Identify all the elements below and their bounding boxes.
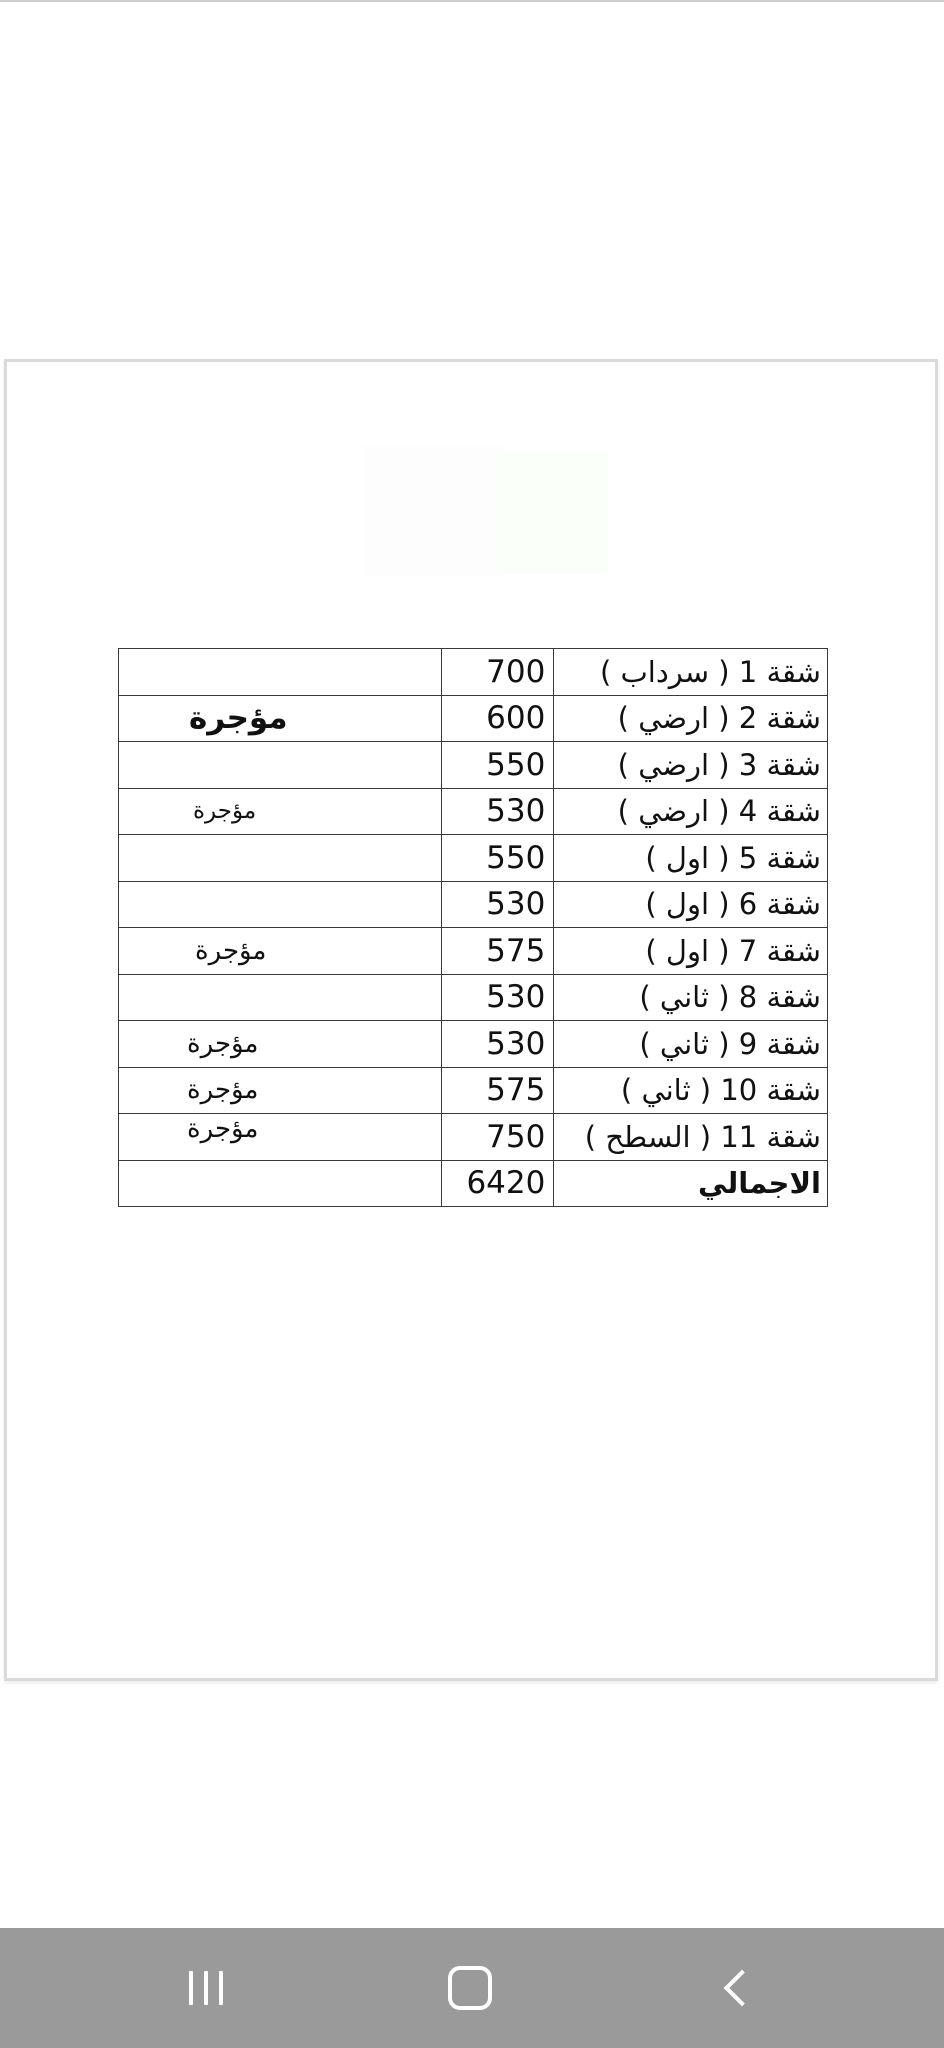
top-divider: [0, 0, 944, 2]
apartment-label: شقة 5 ( اول ): [554, 835, 828, 882]
table-row: [119, 1021, 828, 1068]
rent-value: 750: [442, 1114, 554, 1161]
table-row: [119, 928, 828, 975]
rent-value: 700: [442, 649, 554, 696]
rent-value: 575: [442, 928, 554, 975]
back-icon: [724, 1970, 761, 2007]
rent-value: 575: [442, 1067, 554, 1114]
rent-value: 600: [442, 695, 554, 742]
table-row: [119, 649, 828, 696]
table-row: [119, 742, 828, 789]
rent-value: 530: [442, 881, 554, 928]
status-text: مؤجرة: [169, 700, 288, 736]
table-row: [119, 881, 828, 928]
apartment-label: شقة 1 ( سرداب ): [554, 649, 828, 696]
apartment-label: شقة 11 ( السطح ): [554, 1114, 828, 1161]
apartment-label: شقة 10 ( ثاني ): [554, 1067, 828, 1114]
apartment-label: شقة 4 ( ارضي ): [554, 788, 828, 835]
table-row: [119, 974, 828, 1021]
status-cell: [119, 974, 442, 1021]
rent-value: 550: [442, 835, 554, 882]
status-cell: [119, 788, 442, 835]
home-icon: [448, 1966, 492, 2010]
navigation-bar: [0, 1928, 944, 2048]
rent-value: 530: [442, 974, 554, 1021]
total-label: الاجمالي: [554, 1160, 828, 1207]
status-cell: [119, 1021, 442, 1068]
status-cell: [119, 1114, 442, 1161]
status-cell: [119, 649, 442, 696]
status-cell: [119, 1160, 442, 1207]
total-row: [119, 1160, 828, 1207]
back-button[interactable]: [686, 1956, 786, 2020]
status-cell: [119, 881, 442, 928]
status-text: مؤجرة: [175, 1075, 270, 1105]
total-value: 6420: [442, 1160, 554, 1207]
status-cell: [119, 1067, 442, 1114]
status-cell: [119, 742, 442, 789]
rent-value: 550: [442, 742, 554, 789]
rent-table: [118, 648, 828, 1207]
table-row: [119, 835, 828, 882]
apartment-label: شقة 6 ( اول ): [554, 881, 828, 928]
apartment-label: شقة 3 ( ارضي ): [554, 742, 828, 789]
rent-value: 530: [442, 1021, 554, 1068]
rent-value: 530: [442, 788, 554, 835]
recent-apps-button[interactable]: [156, 1956, 256, 2020]
recent-apps-icon: [189, 1971, 223, 2005]
status-text: مؤجرة: [175, 1114, 270, 1144]
status-cell: [119, 928, 442, 975]
status-text: مؤجرة: [175, 1029, 270, 1059]
status-text: مؤجرة: [183, 936, 278, 966]
table-row: [119, 695, 828, 742]
table-row: [119, 1114, 828, 1161]
faded-image-area: [364, 446, 504, 576]
faded-image-area-green: [498, 452, 606, 574]
apartment-label: شقة 9 ( ثاني ): [554, 1021, 828, 1068]
status-cell: [119, 835, 442, 882]
apartment-label: شقة 7 ( اول ): [554, 928, 828, 975]
table-row: [119, 788, 828, 835]
home-button[interactable]: [420, 1956, 520, 2020]
table-row: [119, 1067, 828, 1114]
status-cell: [119, 695, 442, 742]
apartment-label: شقة 8 ( ثاني ): [554, 974, 828, 1021]
status-text: مؤجرة: [181, 798, 268, 824]
apartment-label: شقة 2 ( ارضي ): [554, 695, 828, 742]
